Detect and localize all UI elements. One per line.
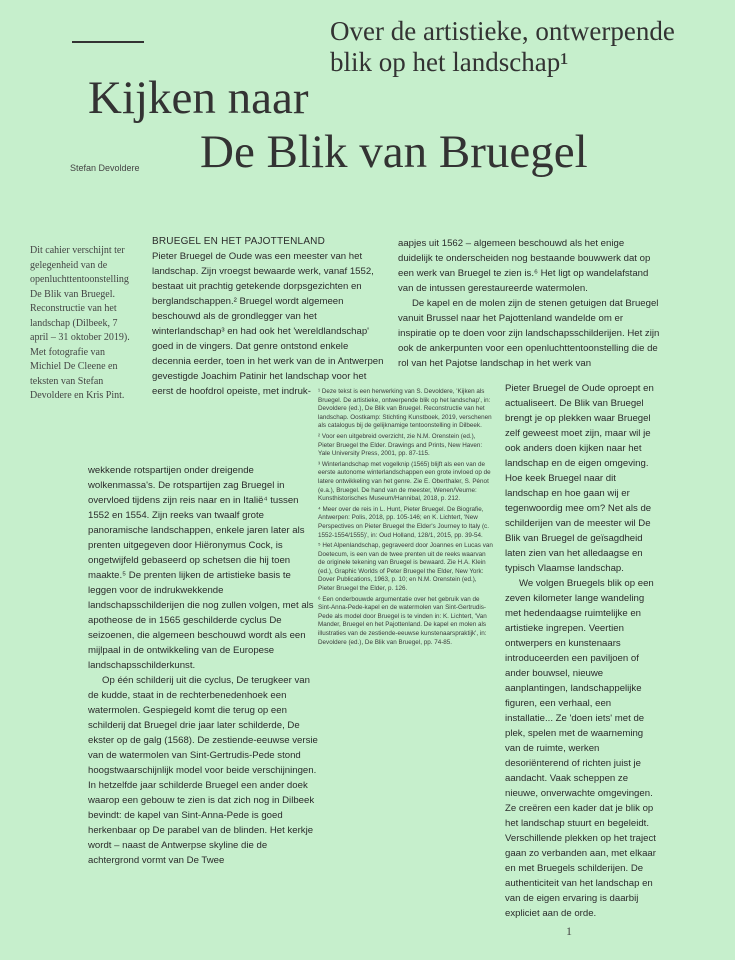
side-note: [30, 244, 138, 404]
paragraph: We volgen Bruegels blik op een zeven kilometer lange wandeling met hedendaagse ruimtelijke en artistieke ingrepen. Veertien ontwerpers en kunstenaars introduceerden een paviljoen of ander bouwsel, nieuwe aanplantingen, landschappelijke figuren, een verhaal, een installatie... Ze 'doen iets' met de plek, spelen met de waarneming van de ruimte, werken desoriënterend of richten juist je aandacht. Vaak scheppen ze nieuwe, onverwachte omgevingen. Ze creëren een kader dat je blik op het landschap stuurt en begeleidt. Verschillende plekken op het traject gaan zo verbanden aan, met elkaar en met Bruegels schilderijen. De authenticiteit van het landschap en van de eigen ervaring is daarbij expliciet aan de orde.: [505, 578, 656, 919]
footnote: ⁴ Meer over de reis in L. Hunt, Pieter Bruegel. De Biografie, Antwerpen: Polis, 2018, pp. 105-146; en K. Lichtert, 'New Perspectives on Pieter Bruegel the Elder's Journey to Italy (c. 1552-1554/1555)', in: Oud Holland, 128/1, 2015, pp. 39-54.: [318, 505, 489, 539]
column-3-top: [398, 236, 660, 371]
paragraph: wekkende rotspartijen onder dreigende wolkenmassa's. De rotspartijen zag Bruegel in overvloed tijdens zijn reis naar en in Italië⁴ tussen 1552 en 1554. Zijn reeks van twaalf grote panoramische landschappen, enkele jaren later als prenten uitgegeven door Hiëronymus Cock, is ongetwijfeld gebaseerd op schetsen die hij toen maakte.⁵ De prenten lijken de artistieke basis te leggen voor de indrukwekkende landschapsschilderijen die nog zullen volgen, met als apotheose de in 1565 geschilderde cyclus De seizoenen, die algemeen beschouwd wordt als een mijlpaal in de ontwikkeling van de Europese landschapsschilderkunst.: [88, 465, 314, 671]
paragraph: De kapel en de molen zijn de stenen getuigen dat Bruegel vanuit Brussel naar het Pajottenland wandelde om er inspiratie op te doen voor zijn landschapsschilderijen. Het zijn ook de ankerpunten voor een openluchttentoonstelling die de rol van het Pajotse landschap in het werk van: [398, 298, 660, 369]
footnote: ³ Winterlandschap met vogelknip (1565) blijft als een van de eerste autonome winterlandschappen een grote invloed op de latere ontwikkeling van het genre. Zie E. Oberthaler, S. Pénot (e.a.), Bruegel. De hand van de meester, Wenen/Veurne: Kunsthistorisches Museum/Hannibal, 2018, p. 212.: [318, 460, 491, 503]
header-rule: [72, 41, 144, 43]
footnote: ⁵ Het Alpenlandschap, gegraveerd door Joannes en Lucas van Doetecum, is een van de twee prenten uit de reeks waarvan de originele tekening van Bruegel is bewaard. Zie H.A. Klein (ed.), Graphic Worlds of Peter Bruegel the Elder, New York: Dover Publications, 1963, p. 10; en N.M. Orenstein (ed.), Pieter Bruegel the Elder, p. 126.: [318, 542, 493, 593]
side-note-text: Dit cahier verschijnt ter gelegenheid van de openluchttentoonstelling De Blik van Bruegel. Reconstructie van het landschap (Dilbeek, 7 april – 31 oktober 2019). Met fotografie van Michiel De Cleene en teksten van Stefan Devoldere en Kris Pint.: [30, 245, 130, 401]
footnotes: [318, 388, 493, 649]
footnote: ¹ Deze tekst is een herwerking van S. Devoldere, 'Kijken als Bruegel. De artistieke, ontwerpende blik op het landschap', in: Devoldere (ed.), De Blik van Bruegel. Reconstructie van het landschap. Oostkamp: Stichting Kunstboek, 2019, verschenen als catalogus bij de gelijknamige tentoonstelling in Dilbeek.: [318, 388, 492, 430]
paragraph: Op één schilderij uit die cyclus, De terugkeer van de kudde, staat in de rechterbenedenhoek een watermolen. Gespiegeld komt die terug op een schilderij dat Bruegel drie jaar later schilderde, De ekster op de galg (1568). De zestiende-eeuwse versie van de watermolen van Sint-Gertrudis-Pede stond hoogstwaarschijnlijk model voor beide verschijningen. In hetzelfde jaar schilderde Bruegel een ander doek waarop een gebouw te zien is dat zich nog in Dilbeek bevindt: de kapel van Sint-Anna-Pede is goed herkenbaar op De parabel van de blinden. Het kerkje wordt – naast de Antwerpse skyline die de achtergrond vormt van De Twee: [88, 675, 318, 866]
column-1-top: [152, 249, 384, 399]
title-line-2: De Blik van Bruegel: [200, 126, 588, 178]
column-1-bottom: [88, 463, 320, 868]
article-subtitle: Over de artistieke, ontwerpende blik op het landschap¹: [330, 16, 675, 77]
footnote: ² Voor een uitgebreid overzicht, zie N.M. Orenstein (ed.), Pieter Bruegel the Elder. Drawings and Prints, New Haven: Yale University Press, 2001, pp. 87-115.: [318, 432, 483, 458]
title-line-1: Kijken naar: [88, 72, 309, 124]
paragraph: Pieter Bruegel de Oude oproept en actualiseert. De Blik van Bruegel brengt je op plekken waar Bruegel zelf geweest moet zijn, maar wil je ook anders doen kijken naar het landschap en de eigen omgeving. Hoe keek Bruegel naar dit landschap en hoe gaan wij er tegenwoordig mee om? Net als de schilderijen van de meester wil De Blik van Bruegel de geïsagdheid laten zien van het alledaagse en typisch Vlaamse landschap.: [505, 383, 654, 574]
section-heading: BRUEGEL EN HET PAJOTTENLAND: [152, 236, 326, 247]
column-3: [505, 381, 660, 921]
footnote: ⁶ Een onderbouwde argumentatie over het gebruik van de Sint-Anna-Pede-kapel en de watermolen van Sint-Gertrudis-Pede als model door Bruegel is te vinden in: K. Lichtert, 'Van Mander, Bruegel en het Pajottenland. De kapel en molen als illustraties van de zestiende-eeuwse kunstenaarspraktijk', in: Devoldere (ed.), De Blik van Bruegel, pp. 74-85.: [318, 595, 487, 646]
paragraph: aapjes uit 1562 – algemeen beschouwd als het enige duidelijk te onderscheiden nog bestaande bouwwerk dat op een werk van Bruegel te zien is.⁶ Het ligt op wandelafstand van de intussen gerestaureerde watermolen.: [398, 238, 651, 294]
page-number: 1: [566, 924, 572, 938]
paragraph: Pieter Bruegel de Oude was een meester van het landschap. Zijn vroegst bewaarde werk, vanaf 1552, bestaat uit prachtig getekende dorpsgezichten en berglandschappen.² Bruegel wordt algemeen beschouwd als de grondlegger van het winterlandschap³ en had ook het 'wereldlandschap' goed in de vingers. Dat genre ontstond enkele decennia eerder, toen in het werk van de in Antwerpen gevestigde Joachim Patinir het landschap voor het eerst de hoofdrol opeiste, met indruk-: [152, 251, 384, 397]
author-name: Stefan Devoldere: [70, 163, 140, 173]
